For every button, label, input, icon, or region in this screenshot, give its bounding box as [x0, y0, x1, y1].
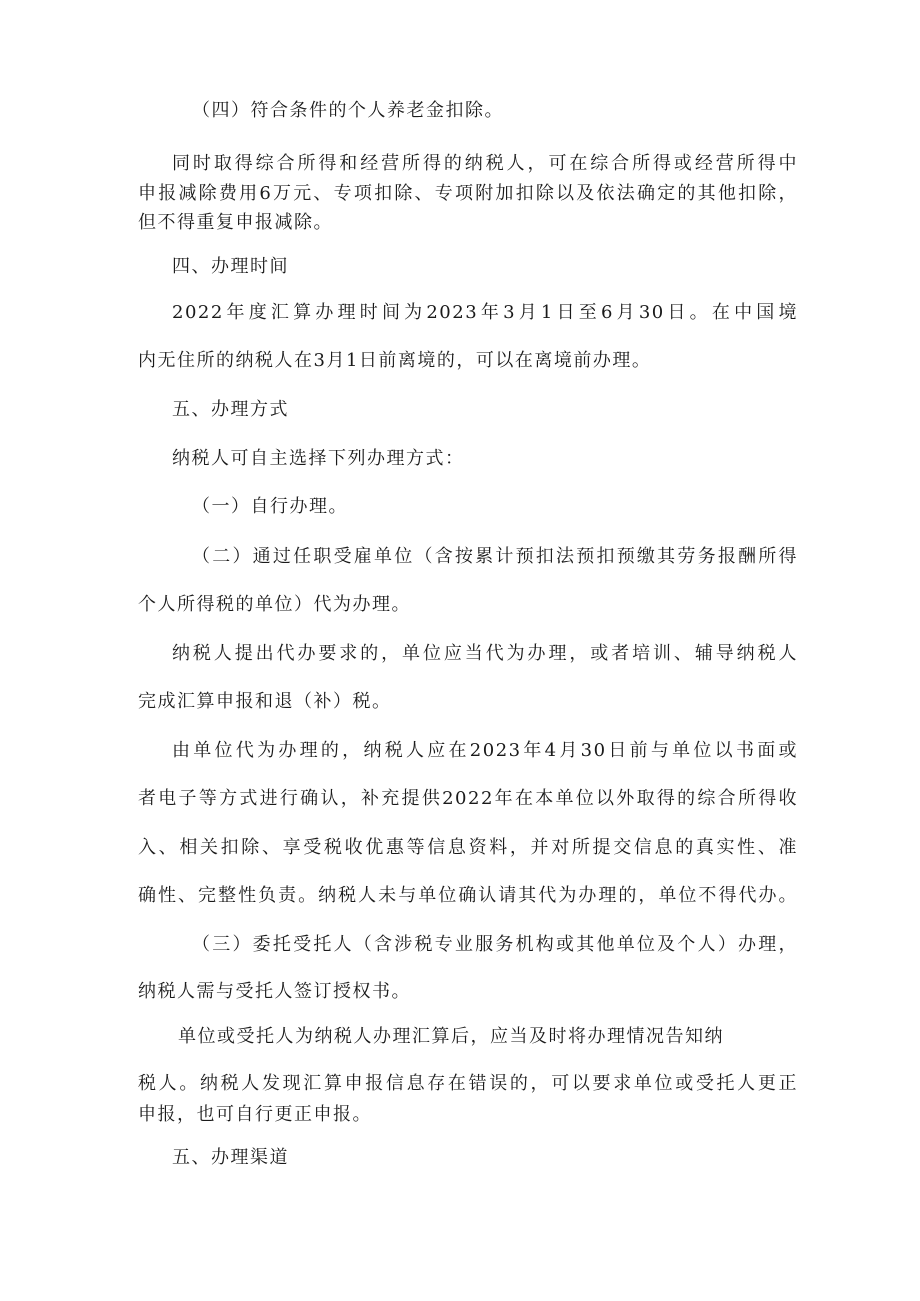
paragraph-line: 入、相关扣除、享受税收优惠等信息资料，并对所提交信息的真实性、准	[138, 837, 798, 858]
list-item-1: （一）自行办理。	[192, 496, 348, 517]
paragraph-line: 确性、完整性负责。纳税人未与单位确认请其代为办理的，单位不得代办。	[138, 885, 798, 906]
section-heading-time: 四、办理时间	[172, 256, 289, 277]
paragraph-line: 纳税人提出代办要求的，单位应当代为办理，或者培训、辅导纳税人	[172, 643, 798, 664]
list-item-2: （二）通过任职受雇单位（含按累计预扣法预扣预缴其劳务报酬所得	[192, 546, 798, 567]
paragraph-line: 者电子等方式进行确认，补充提供2022年在本单位以外取得的综合所得收	[138, 788, 798, 809]
paragraph-line: 申报减除费用6万元、专项扣除、专项附加扣除以及依法确定的其他扣除，	[138, 183, 798, 204]
list-item-4: （四）符合条件的个人养老金扣除。	[192, 100, 504, 121]
paragraph-line: 同时取得综合所得和经营所得的纳税人，可在综合所得或经营所得中	[172, 153, 798, 174]
paragraph-line: 内无住所的纳税人在3月1日前离境的，可以在离境前办理。	[138, 350, 652, 371]
section-heading-channel: 五、办理渠道	[172, 1147, 289, 1168]
paragraph-line: 个人所得税的单位）代为办理。	[138, 594, 411, 615]
paragraph-line: 申报，也可自行更正申报。	[138, 1104, 372, 1125]
paragraph-line: 纳税人可自主选择下列办理方式：	[172, 448, 465, 469]
paragraph-line: 完成汇算申报和退（补）税。	[138, 691, 392, 712]
paragraph-line: 税人。纳税人发现汇算申报信息存在错误的，可以要求单位或受托人更正	[138, 1073, 798, 1094]
list-item-3: （三）委托受托人（含涉税专业服务机构或其他单位及个人）办理，	[192, 934, 798, 955]
paragraph-line: 由单位代为办理的，纳税人应在2023年4月30日前与单位以书面或	[172, 740, 798, 761]
paragraph-line: 2022年度汇算办理时间为2023年3月1日至6月30日。在中国境	[172, 302, 798, 323]
paragraph-line: 单位或受托人为纳税人办理汇算后，应当及时将办理情况告知纳	[178, 1026, 724, 1047]
paragraph-line: 纳税人需与受托人签订授权书。	[138, 981, 411, 1002]
section-heading-method: 五、办理方式	[172, 399, 289, 420]
paragraph-line: 但不得重复申报减除。	[138, 212, 333, 233]
